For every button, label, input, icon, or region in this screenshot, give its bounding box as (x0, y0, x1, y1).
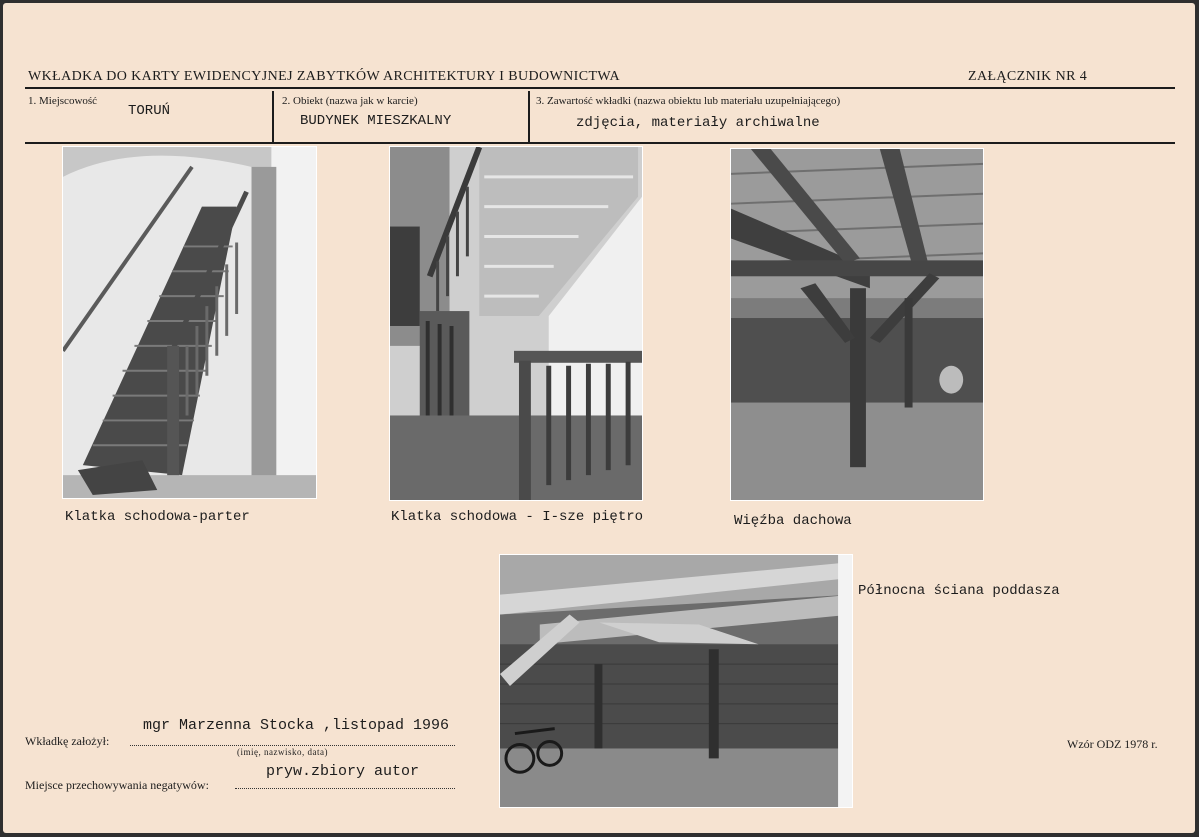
locality-label: 1. Miejscowość (28, 95, 98, 107)
object-value: BUDYNEK MIESZKALNY (300, 113, 452, 129)
photo-caption: Klatka schodowa-parter (65, 509, 250, 525)
inventory-card (3, 3, 1195, 833)
author-label: Wkładkę założył: (25, 734, 110, 748)
author-value: mgr Marzenna Stocka ,listopad 1996 (143, 717, 450, 734)
photo-caption: Klatka schodowa - I-sze piętro (391, 509, 644, 525)
storage-dotted-line (235, 788, 455, 789)
photo-attic-north-wall (499, 554, 853, 808)
photo-staircase-first-floor (389, 146, 643, 501)
photo-roof-truss (730, 148, 984, 501)
template-note: Wzór ODZ 1978 r. (1067, 737, 1158, 751)
field-divider (528, 91, 530, 143)
author-dotted-line (130, 745, 455, 746)
card-title: WKŁADKA DO KARTY EWIDENCYJNEJ ZABYTKÓW ARCHITEKTURY I BUDOWNICTWA (28, 69, 620, 84)
photo-staircase-ground-floor (62, 146, 317, 499)
content-value: zdjęcia, materiały archiwalne (576, 115, 820, 131)
photo-caption: Północna ściana poddasza (858, 583, 1060, 599)
photo-caption: Więźba dachowa (734, 513, 852, 529)
object-label: 2. Obiekt (nazwa jak w karcie) (282, 95, 418, 107)
locality-value: TORUŃ (128, 103, 171, 119)
header-rule (25, 87, 1175, 89)
fields-rule (25, 142, 1175, 144)
author-hint: (imię, nazwisko, data) (237, 747, 328, 757)
storage-label: Miejsce przechowywania negatywów: (25, 778, 209, 792)
storage-value: pryw.zbiory autor (266, 763, 420, 780)
field-divider (272, 91, 274, 143)
annex-number: ZAŁĄCZNIK NR 4 (968, 69, 1088, 84)
content-label: 3. Zawartość wkładki (nazwa obiektu lub materiału uzupełniającego) (536, 95, 841, 107)
